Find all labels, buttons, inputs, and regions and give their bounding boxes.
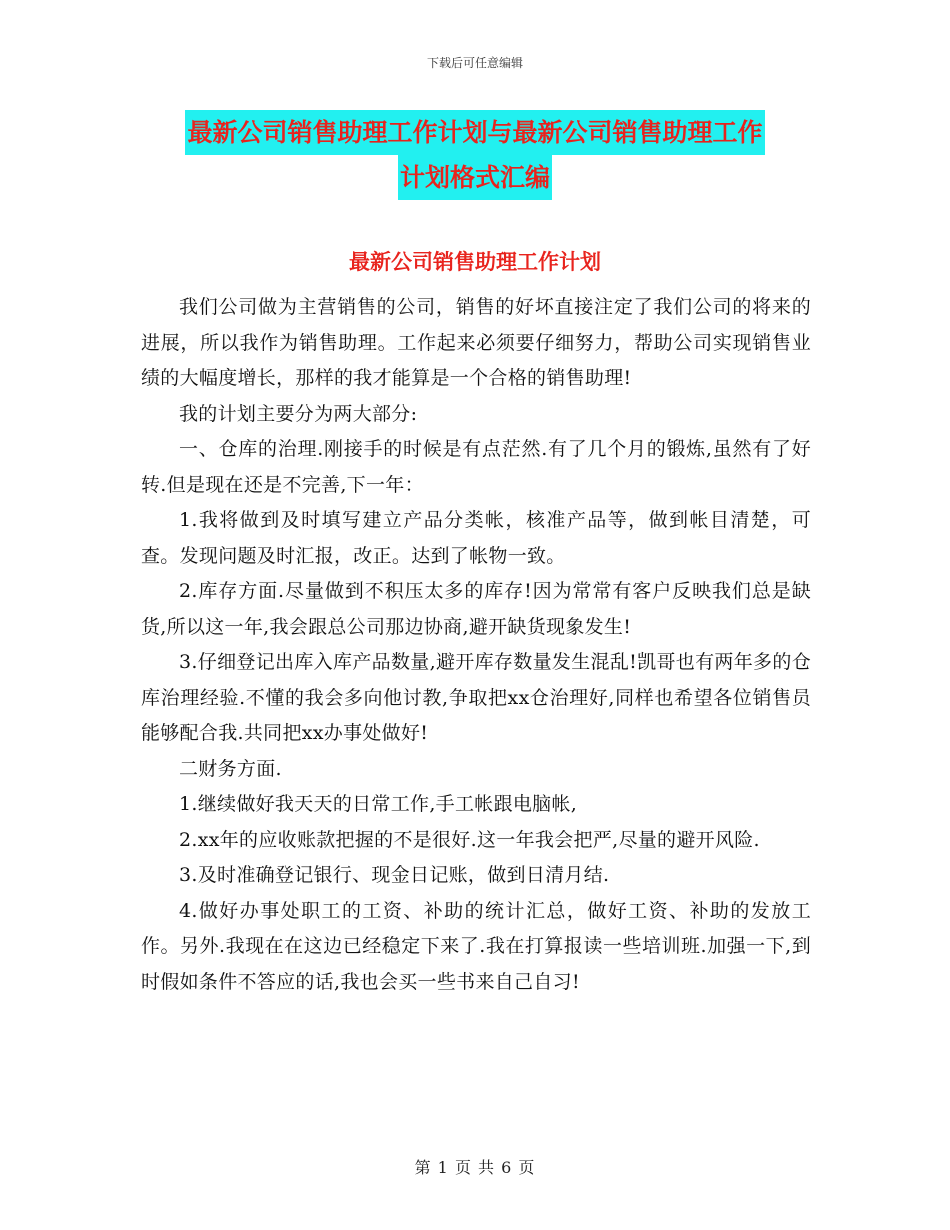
paragraph-finance-item-1: 1.继续做好我天天的日常工作,手工帐跟电脑帐, xyxy=(179,793,578,815)
document-title-line-2: 计划格式汇编 xyxy=(398,155,552,200)
document-body xyxy=(141,290,811,1000)
section-heading: 最新公司销售助理工作计划 xyxy=(349,250,601,274)
paragraph-warehouse-heading: 一、仓库的治理.刚接手的时候是有点茫然.有了几个月的锻炼,虽然有了好转.但是现在还是不完善,下一年： xyxy=(141,438,811,496)
paragraph-warehouse-item-1: 1.我将做到及时填写建立产品分类帐，核准产品等，做到帐目清楚，可查。发现问题及时汇报，改正。达到了帐物一致。 xyxy=(141,509,811,567)
paragraph-warehouse-item-3: 3.仔细登记出库入库产品数量,避开库存数量发生混乱!凯哥也有两年多的仓库治理经验.不懂的我会多向他讨教,争取把xx仓治理好,同样也希望各位销售员能够配合我.共同把xx办事处做好! xyxy=(141,651,811,744)
paragraph-finance-item-4: 4.做好办事处职工的工资、补助的统计汇总，做好工资、补助的发放工作。另外.我现在在这边已经稳定下来了.我在打算报读一些培训班.加强一下,到时假如条件不答应的话,我也会买一些书来自己自习! xyxy=(141,899,811,993)
paragraph-finance-item-2: 2.xx年的应收账款把握的不是很好.这一年我会把严,尽量的避开风险. xyxy=(179,828,760,851)
header-note: 下载后可任意编辑 xyxy=(426,56,523,70)
paragraph-finance-item-3: 3.及时准确登记银行、现金日记账，做到日清月结. xyxy=(179,864,610,886)
paragraph-intro: 我们公司做为主营销售的公司，销售的好坏直接注定了我们公司的将来的进展，所以我作为销售助理。工作起来必须要仔细努力，帮助公司实现销售业绩的大幅度增长，那样的我才能算是一个合格的销售助理! xyxy=(141,296,811,389)
document-title xyxy=(0,110,950,200)
page-number-footer: 第 1 页 共 6 页 xyxy=(414,1158,536,1177)
paragraph-plan-overview: 我的计划主要分为两大部分: xyxy=(179,402,418,425)
paragraph-warehouse-item-2: 2.库存方面.尽量做到不积压太多的库存!因为常常有客户反映我们总是缺货,所以这一年,我会跟总公司那边协商,避开缺货现象发生! xyxy=(141,580,811,638)
paragraph-finance-heading: 二财务方面. xyxy=(179,757,282,780)
document-title-line-1: 最新公司销售助理工作计划与最新公司销售助理工作 xyxy=(185,110,764,155)
